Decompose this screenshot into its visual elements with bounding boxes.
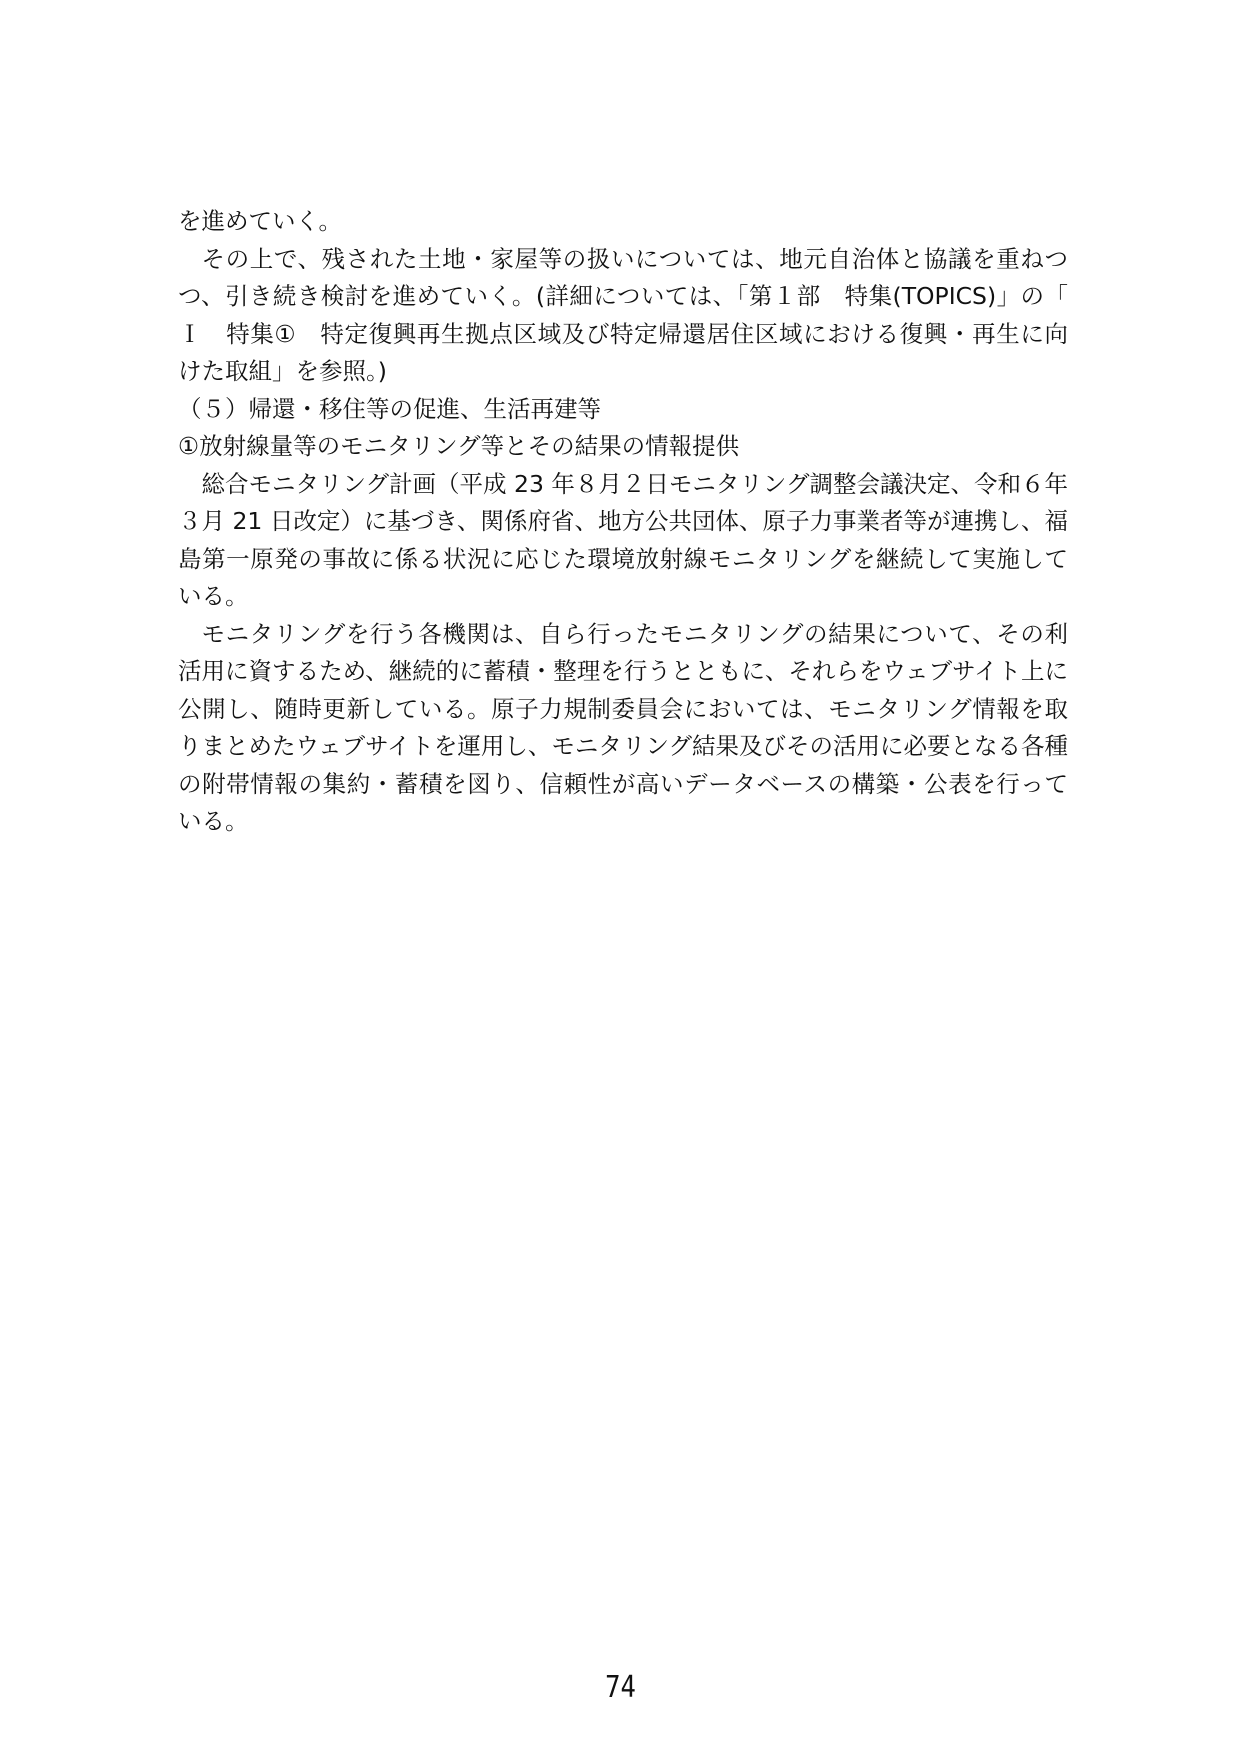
subsection-heading: ①放射線量等のモニタリング等とその結果の情報提供 [178,432,740,460]
page-number: 74 [605,1670,636,1705]
paragraph-monitoring-results: モニタリングを行う各機関は、自ら行ったモニタリングの結果について、その利活用に資するため、継続的に蓄積・整理を行うとともに、それらをウェブサイト上に公開し、随時更新している。原子力規制委員会においては、モニタリング情報を取りまとめたウェブサイトを運用し、モニタリング結果及びその活用に必要となる各種の附帯情報の集約・蓄積を図り、信頼性が高いデータベースの構築・公表を行っている。 [178,619,1068,835]
paragraph-land-houses: その上で、残された土地・家屋等の扱いについては、地元自治体と協議を重ねつつ、引き続き検討を進めていく。(詳細については、「第１部 特集(TOPICS)」の「Ｉ 特集① 特定復興再生拠点区域及び特定帰還居住区域における復興・再生に向けた取組」を参照。) [178,244,1068,385]
section-heading: （５）帰還・移住等の促進、生活再建等 [178,394,601,423]
document-body [178,203,1068,841]
paragraph-continuation: を進めていく。 [178,207,343,235]
paragraph-monitoring-plan: 総合モニタリング計画（平成 23 年８月２日モニタリング調整会議決定、令和６年３月 21 日改定）に基づき、関係府省、地方公共団体、原子力事業者等が連携し、福島第一原発の事故に係る状況に応じた環境放射線モニタリングを継続して実施している。 [178,469,1068,610]
